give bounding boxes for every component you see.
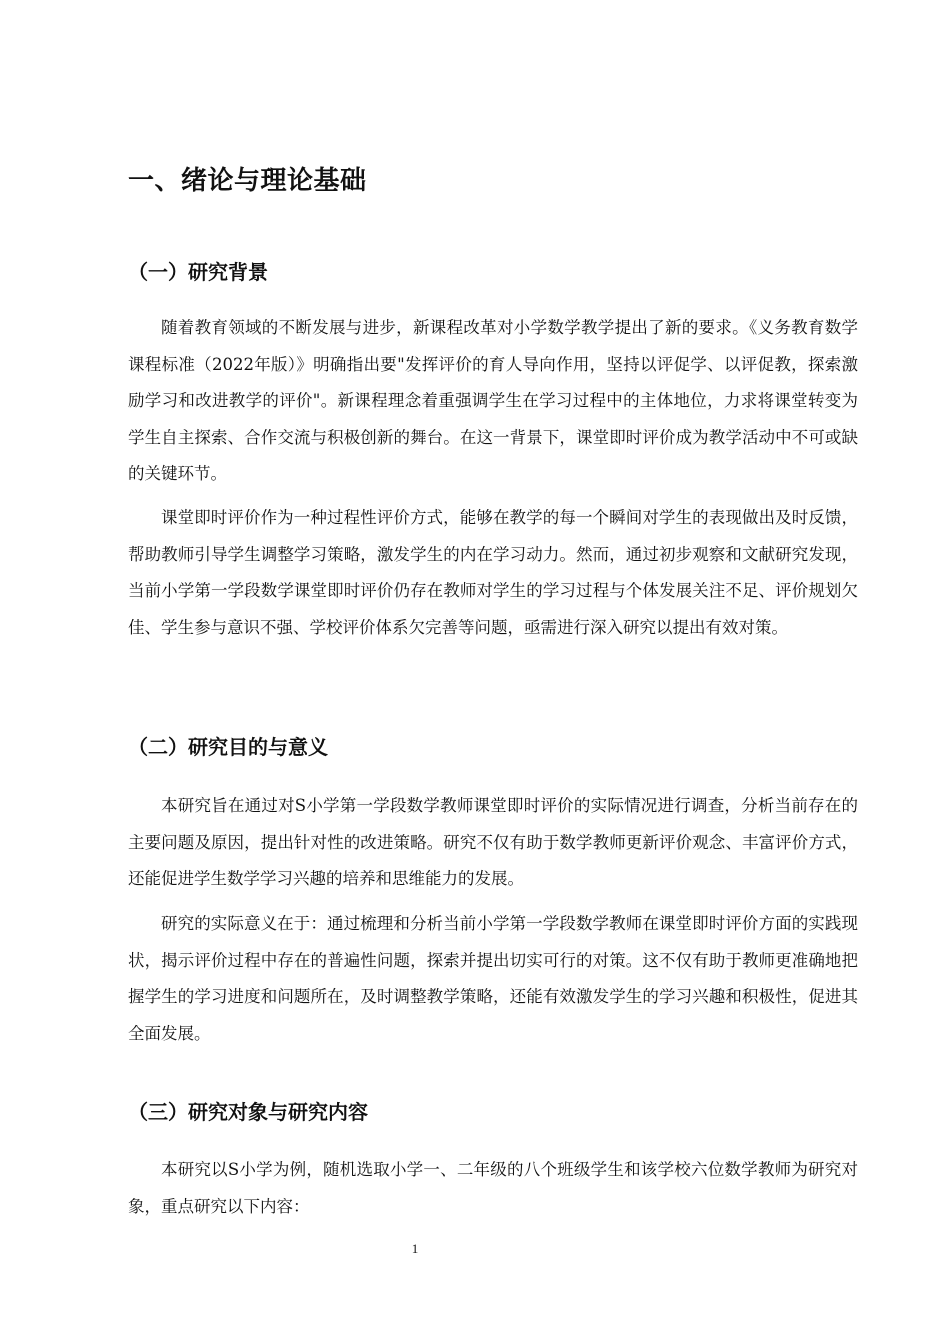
page-number: 1 [411,1241,419,1256]
section-heading-background: （一）研究背景 [128,260,268,284]
section-heading-purpose: （二）研究目的与意义 [128,735,328,759]
paragraph-purpose-2: 研究的实际意义在于：通过梳理和分析当前小学第一学段数学教师在课堂即时评价方面的实践现状，揭示评价过程中存在的普遍性问题，探索并提出切实可行的对策。这不仅有助于教师更准确地把握学生的学习进度和问题所在，及时调整教学策略，还能有效激发学生的学习兴趣和积极性，促进其全面发展。 [128,914,858,1043]
chapter-title: 一、绪论与理论基础 [128,166,367,196]
paragraph-background-1: 随着教育领域的不断发展与进步，新课程改革对小学数学教学提出了新的要求。《义务教育数学课程标准（2022年版）》明确指出要"发挥评价的育人导向作用，坚持以评促学、以评促教，探索激励学习和改进教学的评价"。新课程理念着重强调学生在学习过程中的主体地位，力求将课堂转变为学生自主探索、合作交流与积极创新的舞台。在这一背景下，课堂即时评价成为教学活动中不可或缺的关键环节。 [128,318,858,483]
paragraph-background-2: 课堂即时评价作为一种过程性评价方式，能够在教学的每一个瞬间对学生的表现做出及时反馈，帮助教师引导学生调整学习策略，激发学生的内在学习动力。然而，通过初步观察和文献研究发现，当前小学第一学段数学课堂即时评价仍存在教师对学生的学习过程与个体发展关注不足、评价规划欠佳、学生参与意识不强、学校评价体系欠完善等问题，亟需进行深入研究以提出有效对策。 [128,508,858,637]
section-heading-subjects: （三）研究对象与研究内容 [128,1100,368,1124]
paragraph-subjects-1: 本研究以S小学为例，随机选取小学一、二年级的八个班级学生和该学校六位数学教师为研究对象，重点研究以下内容： [128,1160,858,1216]
paragraph-purpose-1: 本研究旨在通过对S小学第一学段数学教师课堂即时评价的实际情况进行调查，分析当前存在的主要问题及原因，提出针对性的改进策略。研究不仅有助于数学教师更新评价观念、丰富评价方式，还能促进学生数学学习兴趣的培养和思维能力的发展。 [128,796,858,888]
